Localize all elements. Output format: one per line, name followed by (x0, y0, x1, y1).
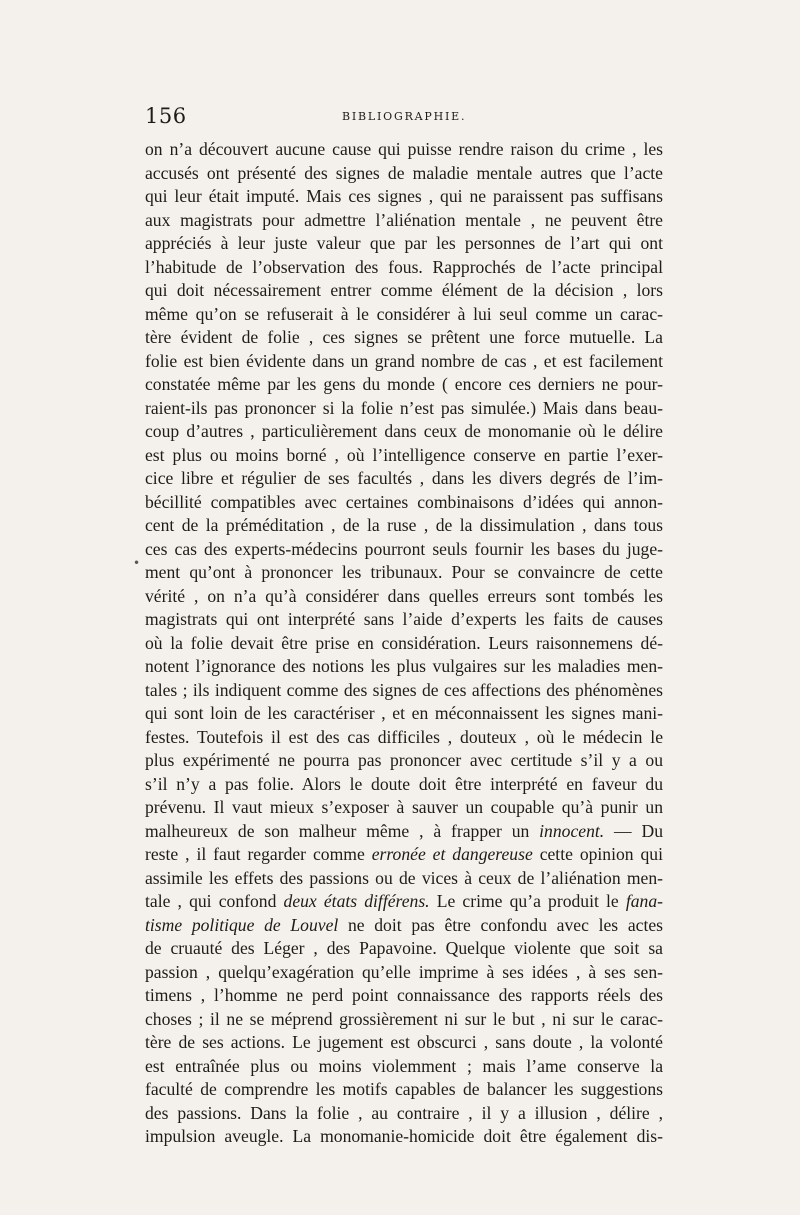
text-line (145, 491, 663, 515)
text-line (145, 655, 663, 679)
text-segment: on n’a découvert aucune cause qui puisse rendre raison du crime , les (145, 139, 663, 159)
text-segment: des passions. Dans la folie , au contraire , il y a illusion , délire , (145, 1102, 663, 1123)
italic-text: tisme politique de Louvel (145, 914, 339, 935)
body-text (145, 138, 663, 1149)
text-segment: festes. Toutefois il est des cas difficiles , douteux , où le médecin le (145, 726, 663, 747)
text-line (145, 185, 663, 209)
running-head: BIBLIOGRAPHIE. (342, 110, 467, 123)
text-segment: impulsion aveugle. La monomanie-homicide doit être également dis- (145, 1126, 663, 1146)
text-line (145, 585, 663, 609)
text-segment: tère de ses actions. Le jugement est obscurci , sans doute , la volonté (145, 1032, 663, 1052)
text-segment: qui leur était imputé. Mais ces signes , qui ne paraissent pas suffisans (145, 186, 663, 206)
text-segment: cette opinion qui (532, 844, 663, 864)
text-line (145, 1008, 663, 1032)
text-segment: cice libre et régulier de ses facultés , dans les divers degrés de l’im- (145, 468, 663, 488)
text-segment: qui doit nécessairement entrer comme élément de la décision , lors (145, 280, 663, 300)
text-segment: tales ; ils indiquent comme des signes de ces affections des phénomènes (145, 679, 663, 700)
page-number: 156 (145, 104, 187, 128)
text-segment: notent l’ignorance des notions les plus vulgaires sur les maladies men- (145, 656, 663, 676)
text-line (145, 420, 663, 444)
text-segment: même qu’on se refuserait à le considérer à lui seul comme un carac- (145, 303, 663, 324)
text-segment: de cruauté des Léger , des Papavoine. Quelque violente que soit sa (145, 938, 663, 958)
text-line (145, 773, 663, 797)
text-line (145, 232, 663, 256)
text-segment: ne doit pas être confondu avec les actes (338, 914, 663, 935)
text-line (145, 608, 663, 632)
margin-mark: • (133, 556, 141, 570)
text-segment: tère évident de folie , ces signes se prêtent une force mutuelle. La (145, 327, 663, 347)
text-line (145, 514, 663, 538)
text-line (145, 843, 663, 867)
text-segment: faculté de comprendre les motifs capables de balancer les suggestions (145, 1079, 663, 1099)
text-line (145, 1078, 663, 1102)
text-segment: ces cas des experts-médecins pourront seuls fournir les bases du juge- (145, 538, 663, 559)
text-segment: prévenu. Il vaut mieux s’exposer à sauver un coupable qu’à punir un (145, 797, 663, 817)
text-segment: ment qu’ont à prononcer les tribunaux. Pour se convaincre de cette (145, 562, 663, 582)
text-line (145, 702, 663, 726)
text-line (145, 984, 663, 1008)
text-line (145, 632, 663, 656)
text-segment: coup d’autres , particulièrement dans ceux de monomanie où le délire (145, 421, 663, 441)
text-line (145, 209, 663, 233)
text-segment: accusés ont présenté des signes de maladie mentale autres que l’acte (145, 162, 663, 183)
text-line (145, 561, 663, 585)
text-line (145, 820, 663, 844)
text-segment: raient-ils pas prononcer si la folie n’est pas simulée.) Mais dans beau- (145, 397, 663, 418)
text-line (145, 138, 663, 162)
text-line (145, 350, 663, 374)
text-segment: magistrats qui ont interprété sans l’aide d’experts les faits de causes (145, 609, 663, 629)
text-line (145, 937, 663, 961)
text-segment: — Du (604, 820, 663, 841)
text-segment: folie est bien évidente dans un grand nombre de cas , et est facilement (145, 350, 663, 371)
text-line (145, 303, 663, 327)
text-segment: assimile les effets des passions ou de vices à ceux de l’aliénation men- (145, 867, 663, 888)
text-line (145, 538, 663, 562)
text-line (145, 726, 663, 750)
text-segment: l’habitude de l’observation des fous. Rapprochés de l’acte principal (145, 256, 663, 277)
text-line (145, 373, 663, 397)
text-segment: choses ; il ne se méprend grossièrement ni sur le but , ni sur le carac- (145, 1008, 663, 1029)
text-line (145, 867, 663, 891)
text-segment: aux magistrats pour admettre l’aliénation mentale , ne peuvent être (145, 209, 663, 230)
text-segment: bécillité compatibles avec certaines combinaisons d’idées qui annon- (145, 491, 663, 512)
text-line (145, 162, 663, 186)
text-line (145, 1102, 663, 1126)
text-segment: qui sont loin de les caractériser , et en méconnaissent les signes mani- (145, 703, 663, 723)
text-line (145, 467, 663, 491)
text-segment: cent de la préméditation , de la ruse , de la dissimulation , dans tous (145, 515, 663, 535)
text-line (145, 1055, 663, 1079)
text-segment: où la folie devait être prise en considération. Leurs raisonnemens dé- (145, 632, 663, 653)
text-segment: constatée même par les gens du monde ( encore ces derniers ne pour- (145, 374, 663, 394)
text-segment: plus expérimenté ne pourra pas prononcer avec certitude s’il y a ou (145, 750, 663, 770)
text-line (145, 397, 663, 421)
text-line (145, 749, 663, 773)
text-segment: malheureux de son malheur même , à frapper un (145, 820, 540, 841)
text-line (145, 1125, 663, 1149)
text-line (145, 444, 663, 468)
text-segment: est plus ou moins borné , où l’intelligence conserve en partie l’exer- (145, 444, 663, 465)
text-segment: timens , l’homme ne perd point connaissance des rapports réels des (145, 985, 663, 1005)
text-segment: vérité , on n’a qu’à considérer dans quelles erreurs sont tombés les (145, 585, 663, 606)
italic-text: deux états différens. (283, 891, 430, 911)
italic-text: innocent. (539, 820, 605, 841)
text-segment: Le crime qu’a produit le (429, 891, 626, 911)
text-line (145, 256, 663, 280)
text-line (145, 914, 663, 938)
text-line (145, 961, 663, 985)
text-segment: appréciés à leur juste valeur que par les personnes de l’art qui ont (145, 233, 663, 253)
text-line (145, 679, 663, 703)
text-line (145, 890, 663, 914)
text-line (145, 1031, 663, 1055)
italic-text: erronée et dangereuse (371, 844, 533, 864)
text-line (145, 279, 663, 303)
page-header (145, 104, 663, 130)
text-segment: reste , il faut regarder comme (145, 844, 372, 864)
text-segment: passion , quelqu’exagération qu’elle imprime à ses idées , à ses sen- (145, 961, 663, 982)
italic-text: fana- (625, 891, 663, 911)
text-segment: tale , qui confond (145, 891, 284, 911)
text-line (145, 796, 663, 820)
text-line (145, 326, 663, 350)
text-segment: s’il n’y a pas folie. Alors le doute doit être interprété en faveur du (145, 773, 663, 794)
text-segment: est entraînée plus ou moins violemment ; mais l’ame conserve la (145, 1055, 663, 1076)
